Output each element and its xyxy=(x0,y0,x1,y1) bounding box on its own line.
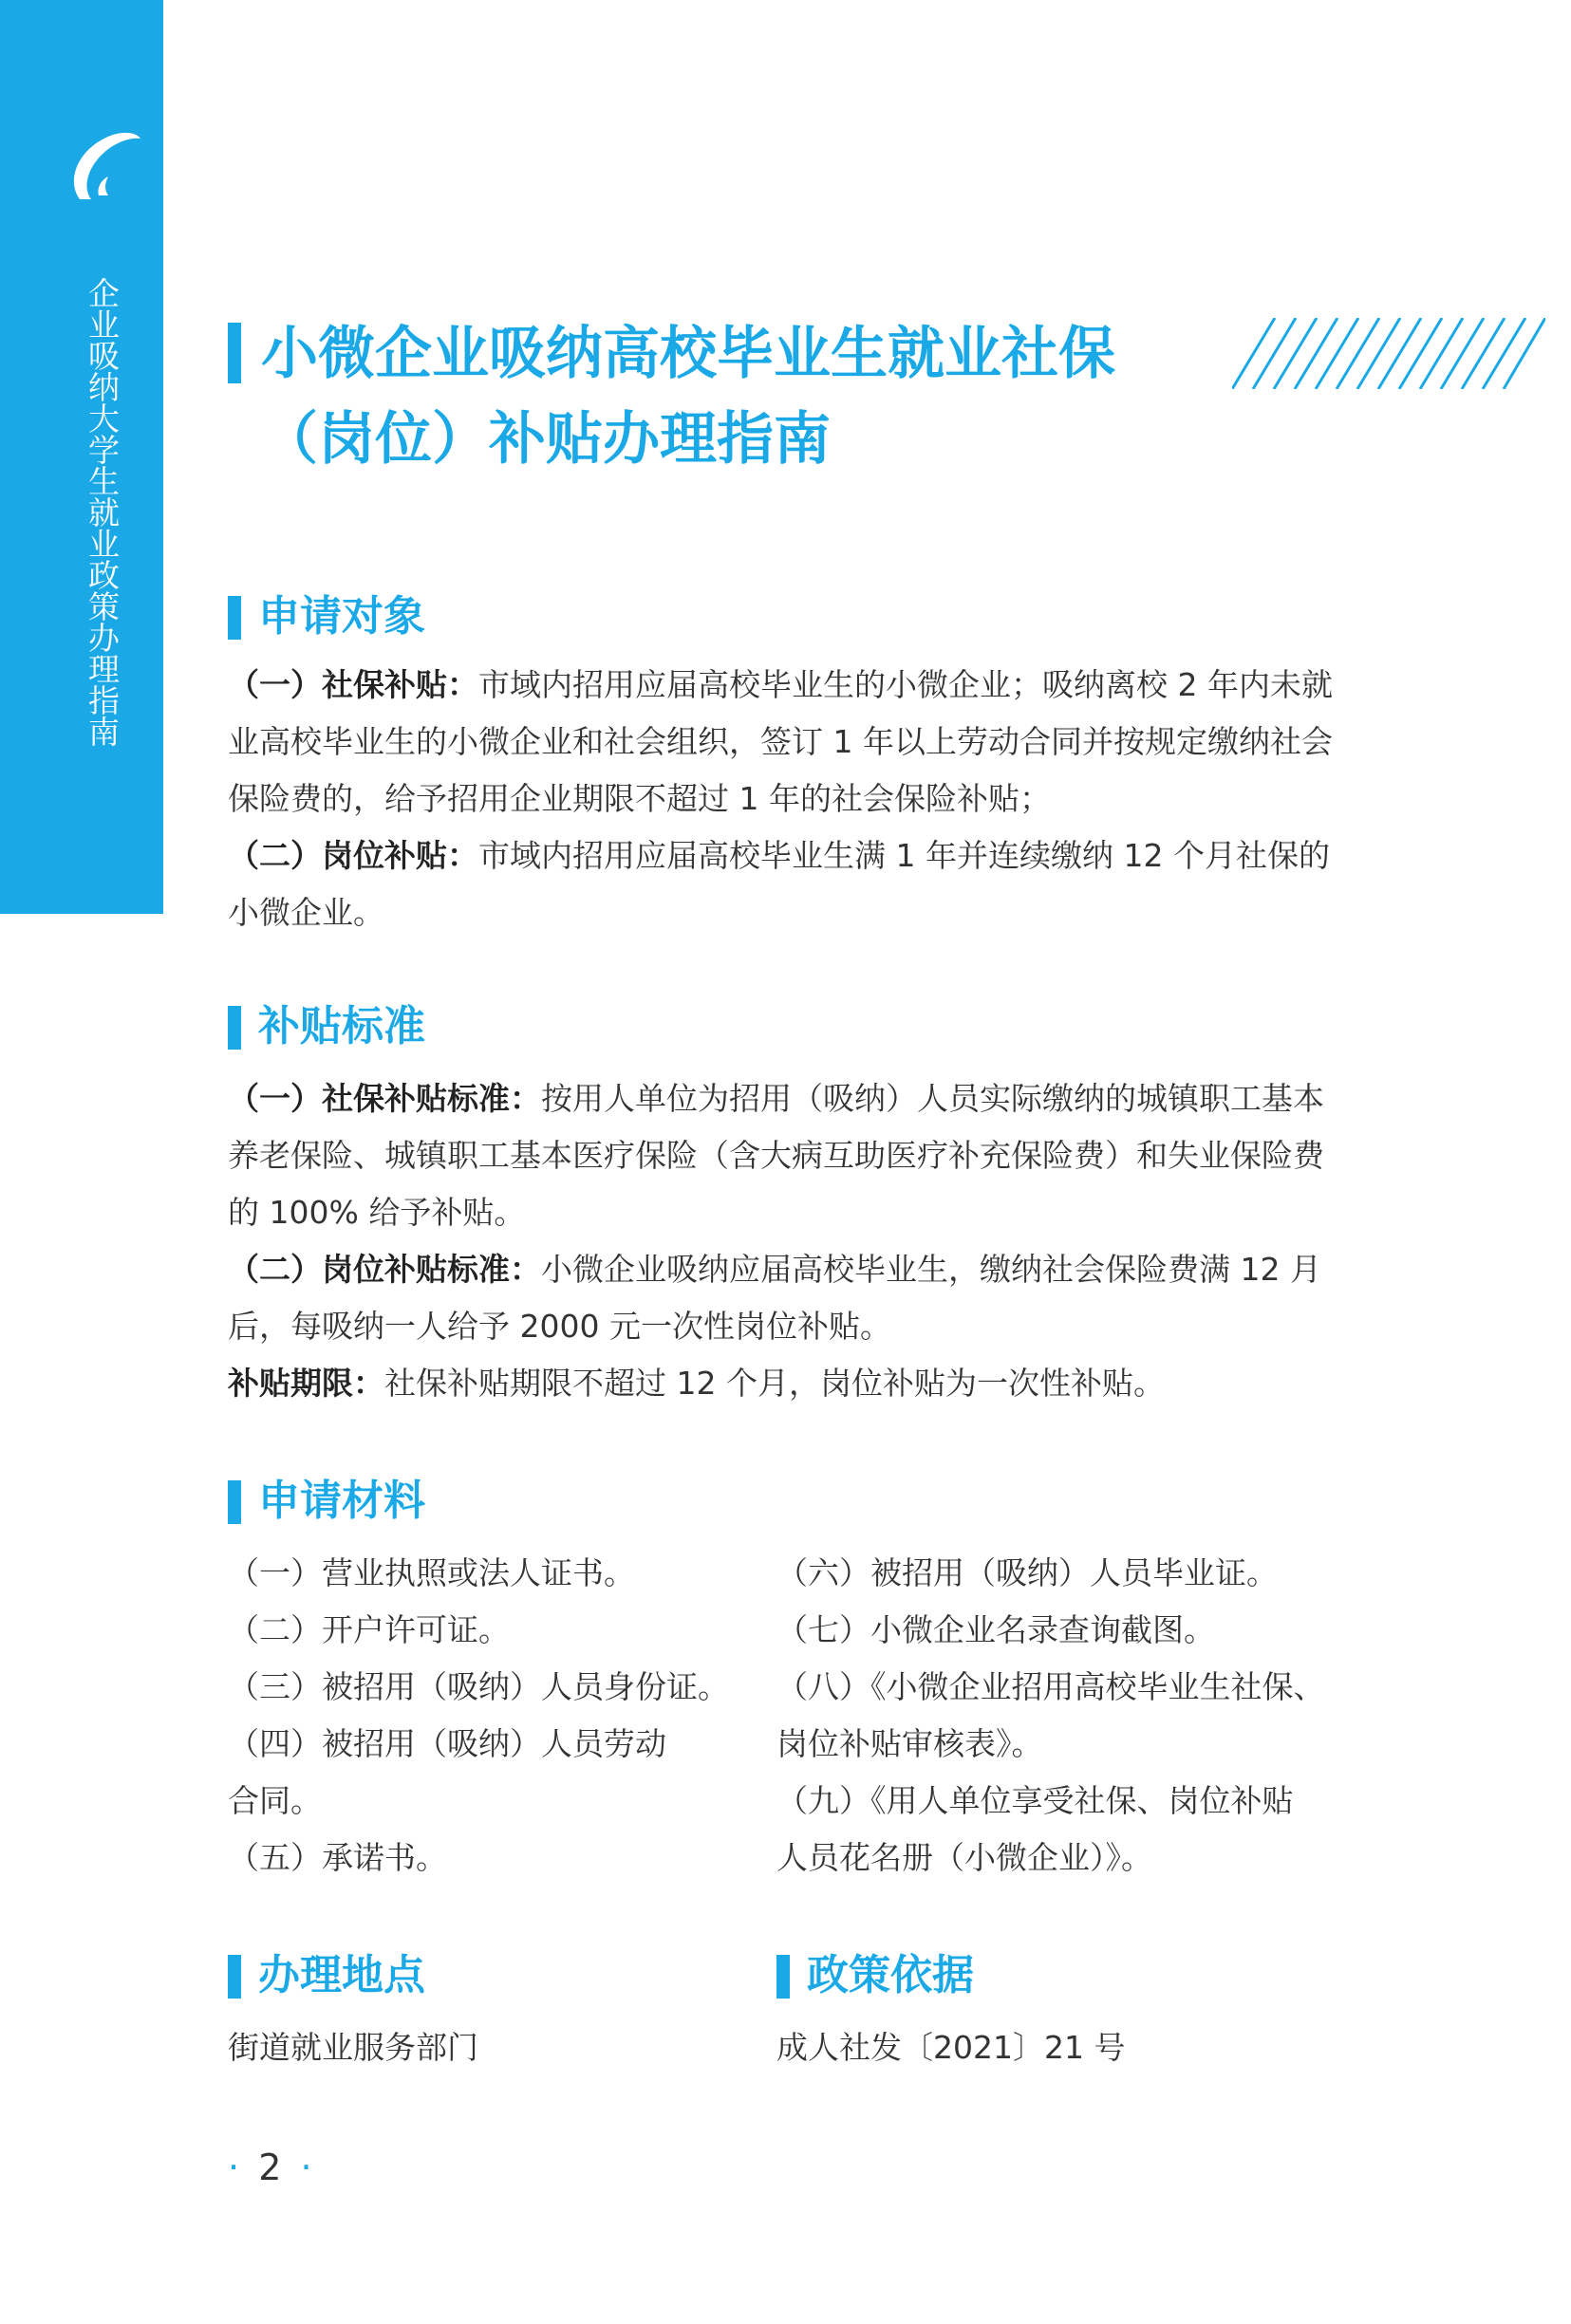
materials-item: 人员花名册（小微企业）》。 xyxy=(776,1839,1152,1876)
standard-item-2 xyxy=(228,1241,1338,1355)
standard-item-1-label: （一）社保补贴标准： xyxy=(228,1080,541,1117)
materials-item: （五）承诺书。 xyxy=(228,1839,447,1876)
section-heading-standard: 补贴标准 xyxy=(228,998,425,1055)
applicants-item-1-label: （一）社保补贴： xyxy=(228,666,478,703)
materials-item: （四）被招用（吸纳）人员劳动 xyxy=(228,1725,666,1762)
materials-item: （二）开户许可证。 xyxy=(228,1611,510,1648)
location-text: 街道就业服务部门 xyxy=(228,2029,478,2066)
standard-paragraph xyxy=(228,1070,1338,1412)
section-heading-location: 办理地点 xyxy=(228,1947,425,2004)
page-title xyxy=(261,311,1229,482)
materials-item: （三）被招用（吸纳）人员身份证。 xyxy=(228,1668,729,1705)
materials-right-list xyxy=(776,1545,1346,1887)
standard-item-3 xyxy=(228,1355,1338,1412)
materials-left-list xyxy=(228,1545,759,1887)
standard-item-3-text: 社保补贴期限不超过 12 个月，岗位补贴为一次性补贴。 xyxy=(384,1365,1165,1402)
materials-item: （九）《用人单位享受社保、岗位补贴 xyxy=(776,1782,1294,1819)
materials-item: （七）小微企业名录查询截图。 xyxy=(776,1611,1215,1648)
section-heading-applicants: 申请对象 xyxy=(228,588,425,645)
page-number-dot-left: · xyxy=(228,2147,244,2188)
applicants-item-1-text: 市域内招用应届高校毕业生的小微企业；吸纳离校 2 年内未就业高校毕业生的小微企业和社会组织，签订 1 年以上劳动合同并按规定缴纳社会保险费的，给予招用企业期限不超过 1 年的社会保险补贴； xyxy=(228,666,1333,817)
page-number xyxy=(228,2147,316,2188)
materials-item: 合同。 xyxy=(228,1782,322,1819)
standard-item-3-label: 补贴期限： xyxy=(228,1365,384,1402)
section-heading-materials: 申请材料 xyxy=(228,1473,425,1530)
materials-item: （六）被招用（吸纳）人员毕业证。 xyxy=(776,1554,1278,1591)
materials-item: （一）营业执照或法人证书。 xyxy=(228,1554,635,1591)
applicants-item-1 xyxy=(228,657,1338,827)
page-title-line1: 小微企业吸纳高校毕业生就业社保 xyxy=(261,321,1115,387)
applicants-item-2 xyxy=(228,827,1338,941)
sidebar-title: 企业吸纳大学生就业政策办理指南 xyxy=(84,277,121,747)
applicants-item-2-text: 市域内招用应届高校毕业生满 1 年并连续缴纳 12 个月社保的小微企业。 xyxy=(228,837,1330,931)
page-title-line2: （岗位）补贴办理指南 xyxy=(261,406,831,473)
applicants-paragraph xyxy=(228,657,1338,941)
standard-item-1 xyxy=(228,1070,1338,1241)
title-accent-bar xyxy=(228,323,241,383)
page-number-value: 2 xyxy=(258,2147,286,2188)
applicants-item-2-label: （二）岗位补贴： xyxy=(228,837,478,874)
logo-icon xyxy=(61,123,142,209)
standard-item-2-text: 小微企业吸纳应届高校毕业生，缴纳社会保险费满 12 月后，每吸纳一人给予 2000 元一次性岗位补贴。 xyxy=(228,1251,1321,1345)
section-heading-basis: 政策依据 xyxy=(776,1947,974,2004)
standard-item-1-text: 按用人单位为招用（吸纳）人员实际缴纳的城镇职工基本养老保险、城镇职工基本医疗保险（含大病互助医疗补充保险费）和失业保险费的 100% 给予补贴。 xyxy=(228,1080,1324,1231)
materials-item: 岗位补贴审核表》。 xyxy=(776,1725,1043,1762)
materials-item: （八）《小微企业招用高校毕业生社保、 xyxy=(776,1668,1325,1705)
standard-item-2-label: （二）岗位补贴标准： xyxy=(228,1251,541,1288)
page-number-dot-right: · xyxy=(300,2147,316,2188)
decorative-hatch xyxy=(1232,318,1545,389)
basis-text: 成人社发〔2021〕21 号 xyxy=(776,2029,1126,2066)
sidebar xyxy=(0,0,163,914)
